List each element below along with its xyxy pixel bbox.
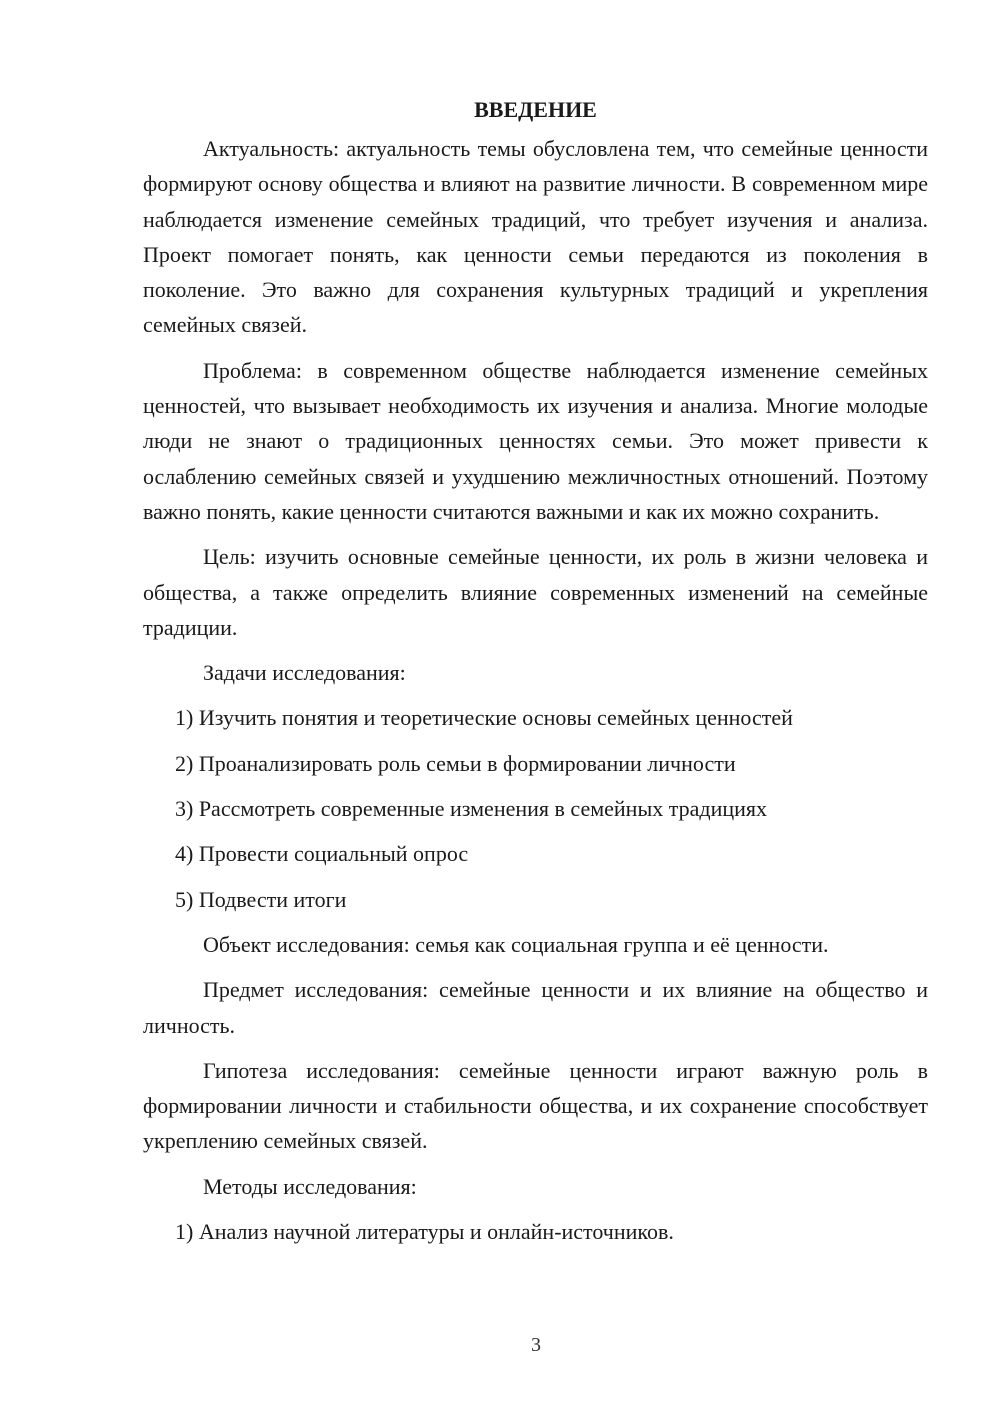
problem-paragraph: Проблема: в современном обществе наблюдается изменение семейных ценностей, что вызывает необходимость их изучения и анализа. Многие молодые люди не знают о традиционных ценностях семьи. Это может привести к ослаблению семейных связей и ухудшению межличностных отношений. Поэтому важно понять, какие ценности считаются важными и как их можно сохранить. xyxy=(143,357,928,524)
list-item: 2) Проанализировать роль семьи в формировании личности xyxy=(175,750,736,776)
goal-paragraph: Цель: изучить основные семейные ценности, их роль в жизни человека и общества, а также определить влияние современных изменений на семейные традиции. xyxy=(143,544,928,640)
list-item: 4) Провести социальный опрос xyxy=(175,841,469,867)
hypothesis-paragraph: Гипотеза исследования: семейные ценности играют важную роль в формировании личности и стабильности общества, и их сохранение способствует укреплению семейных связей. xyxy=(143,1057,928,1154)
methods-list xyxy=(143,1214,928,1249)
tasks-list xyxy=(143,700,928,916)
page-number: 3 xyxy=(531,1334,541,1356)
subject-paragraph: Предмет исследования: семейные ценности и их влияние на общество и личность. xyxy=(143,977,928,1038)
object-paragraph: Объект исследования: семья как социальная группа и её ценности. xyxy=(203,931,829,957)
list-item: 1) Изучить понятия и теоретические основы семейных ценностей xyxy=(175,705,793,731)
list-item: 3) Рассмотреть современные изменения в семейных традициях xyxy=(175,796,768,822)
list-item: 1) Анализ научной литературы и онлайн-источников. xyxy=(175,1219,674,1245)
tasks-heading: Задачи исследования: xyxy=(203,660,406,686)
list-item: 5) Подвести итоги xyxy=(175,886,347,912)
page-title: ВВЕДЕНИЕ xyxy=(474,97,597,122)
document-page xyxy=(143,92,928,1259)
methods-heading: Методы исследования: xyxy=(203,1173,417,1199)
relevance-paragraph: Актуальность: актуальность темы обусловлена тем, что семейные ценности формируют основу общества и влияют на развитие личности. В современном мире наблюдается изменение семейных традиций, что требует изучения и анализа. Проект помогает понять, как ценности семьи передаются из поколения в поколение. Это важно для сохранения культурных традиций и укрепления семейных связей. xyxy=(143,136,928,338)
